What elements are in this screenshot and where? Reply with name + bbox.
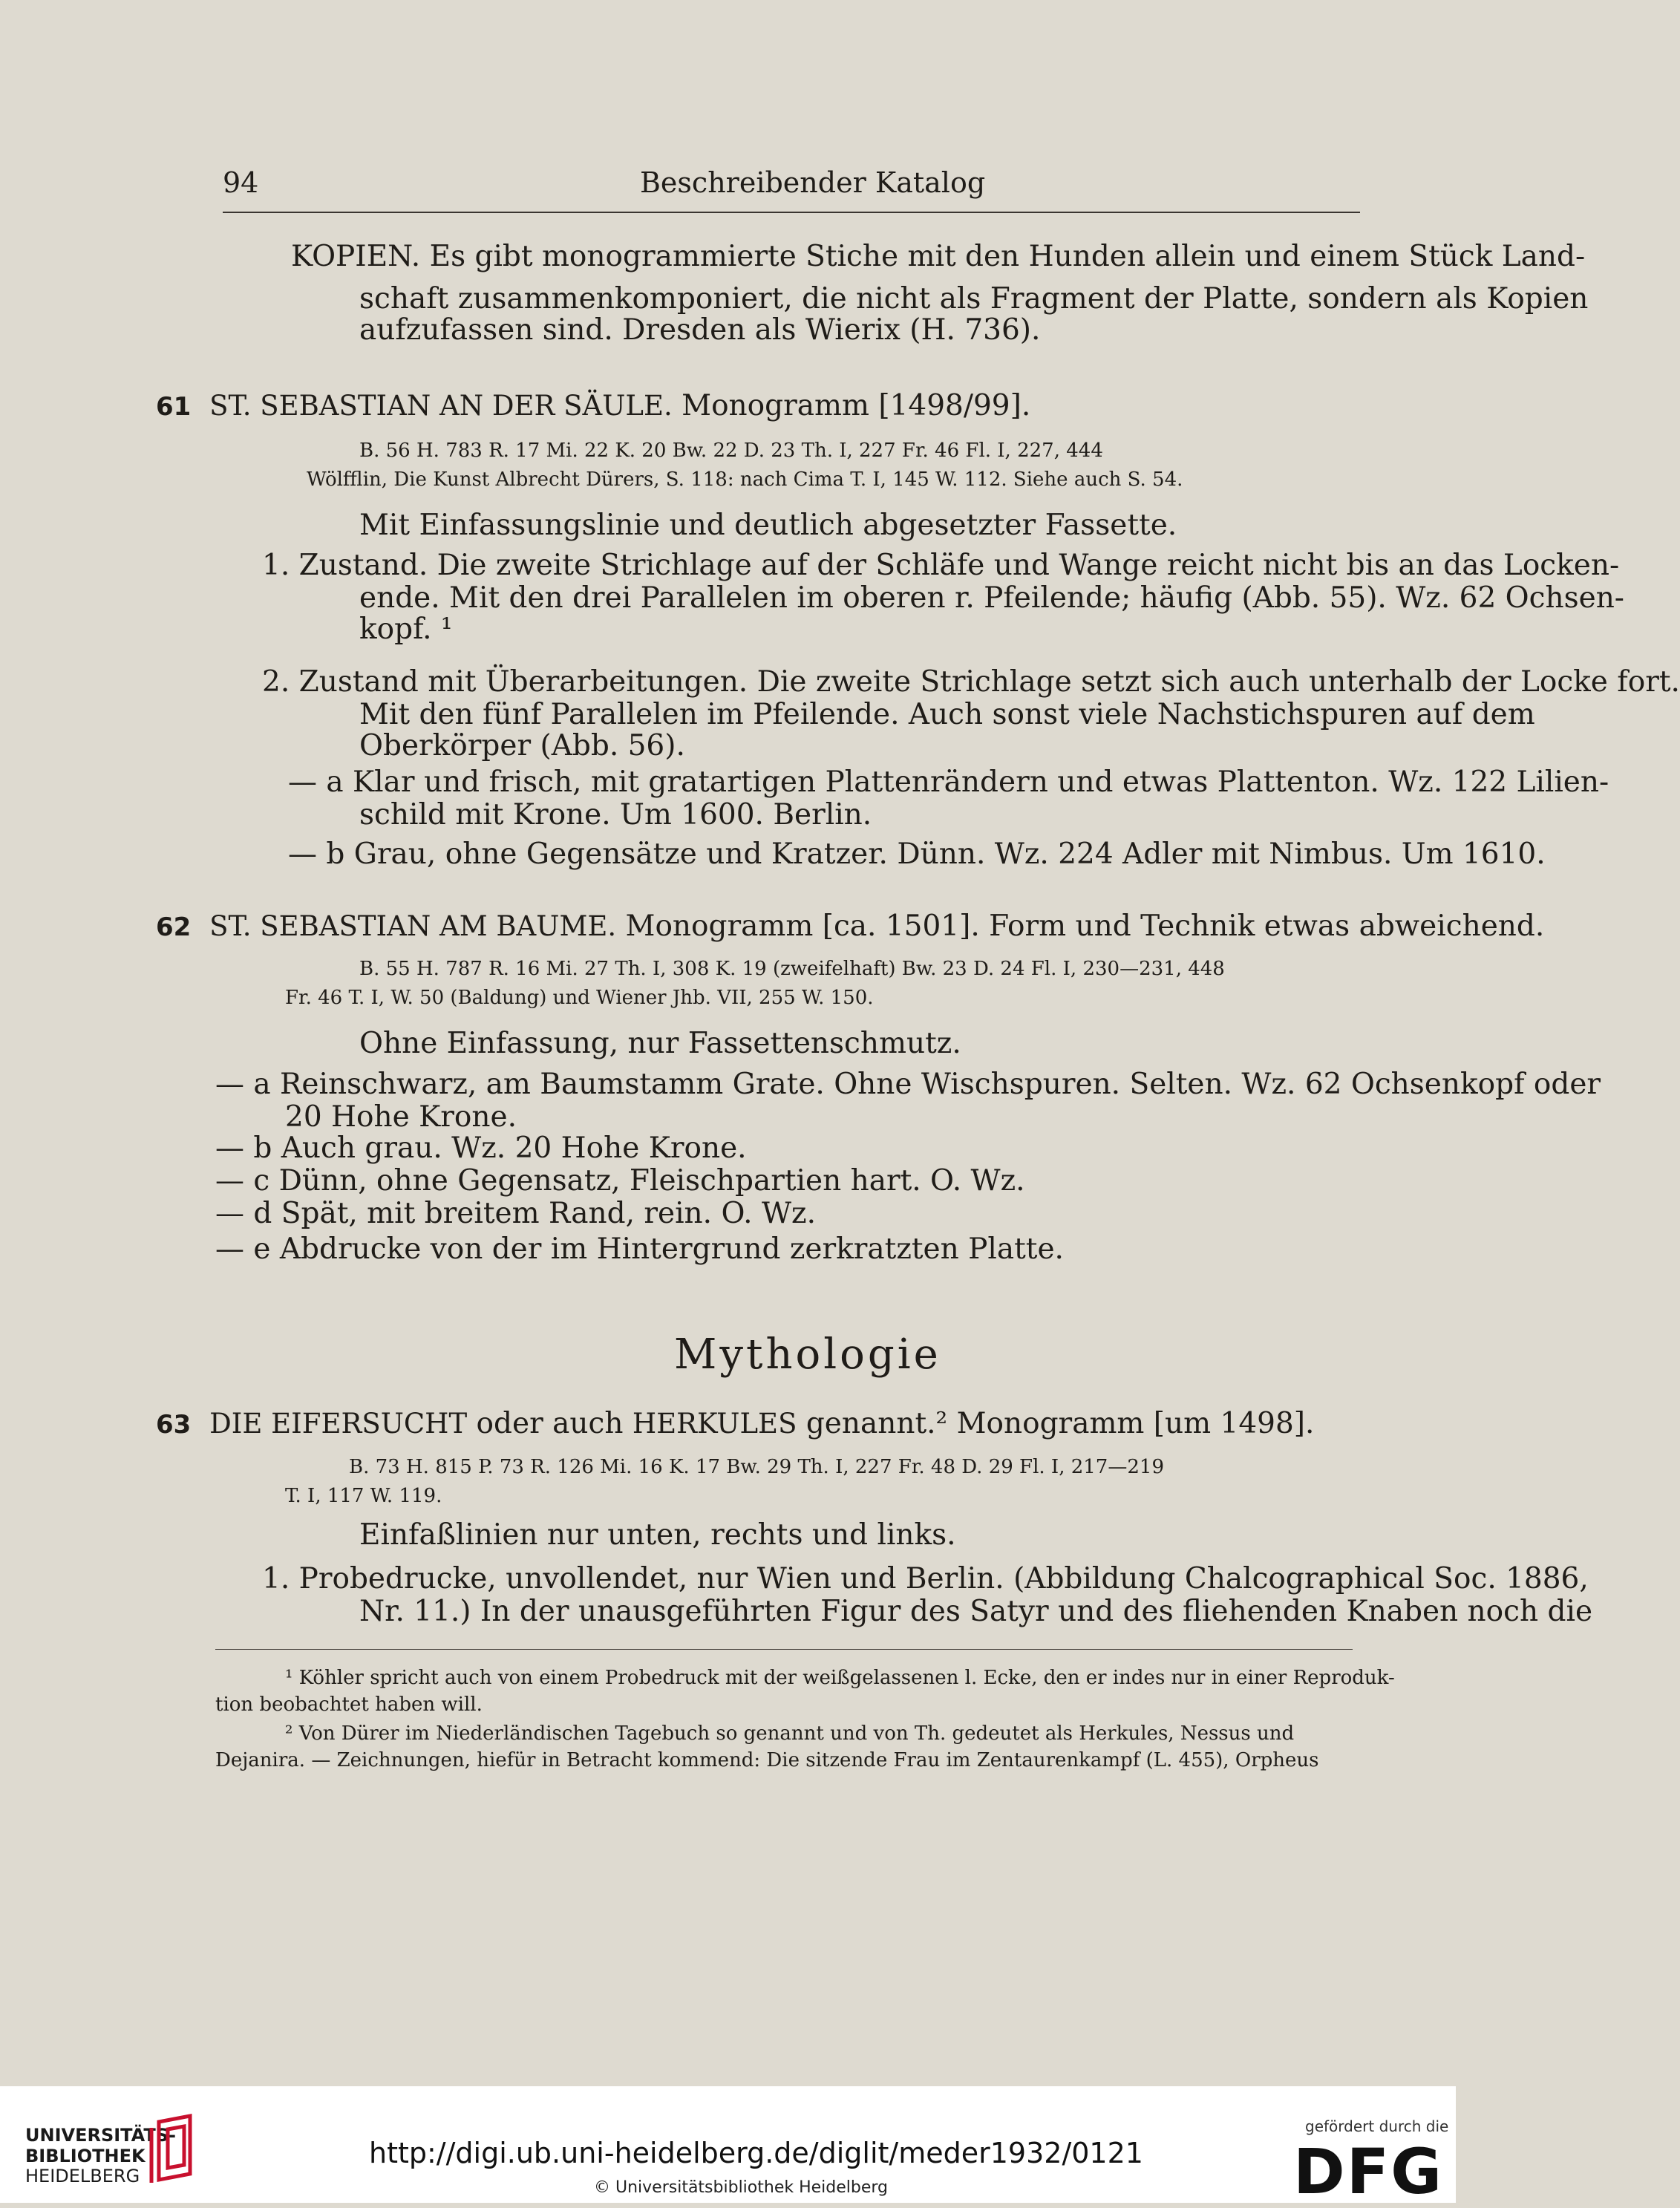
entry-62-description: Ohne Einfassung, nur Fassettenschmutz. [359,1027,961,1060]
section-heading-mythologie: Mythologie [674,1330,941,1379]
header-rule [223,212,1360,213]
entry-63-state-1-line-2: Nr. 11.) In der unausgeführten Figur des Satyr und des fliehenden Knaben noch die [359,1595,1593,1628]
entry-62-date: Monogramm [ca. 1501]. Form und Technik etwas abweichend. [616,909,1545,943]
footnote-1-line-1: ¹ Köhler spricht auch von einem Probedruck mit der weißgelassenen l. Ecke, den er indes nur in einer Reproduk- [285,1667,1395,1689]
entry-62-variant-b: — b Auch grau. Wz. 20 Hohe Krone. [215,1131,747,1165]
entry-63-state-1-line-1: 1. Probedrucke, unvollendet, nur Wien und Berlin. (Abbildung Chalcographical Soc. 1886, [262,1562,1589,1595]
entry-61-state-1-line-3: kopf. ¹ [359,613,453,646]
permalink-url[interactable]: http://digi.ub.uni-heidelberg.de/diglit/meder1932/0121 [369,2137,1143,2169]
entry-62-references-2: Fr. 46 T. I, W. 50 (Baldung) und Wiener Jhb. VII, 255 W. 150. [285,987,874,1009]
library-name-line-2: BIBLIOTHEK [25,2145,146,2166]
library-banner [0,2086,1456,2208]
kopien-line-3: aufzufassen sind. Dresden als Wierix (H. 736). [359,313,1041,347]
entry-61-heading [156,391,1030,420]
entry-63-heading [156,1409,1314,1438]
entry-63-description: Einfaßlinien nur unten, rechts und links. [359,1518,956,1552]
page-number: 94 [223,166,259,199]
entry-63-title: DIE EIFERSUCHT [209,1408,468,1440]
kopien-line-1: KOPIEN. Es gibt monogrammierte Stiche mit den Hunden allein und einem Stück Land- [291,240,1586,273]
funding-note: gefördert durch die [1305,2117,1449,2135]
entry-61-number: 61 [156,392,192,422]
entry-62-variant-e: — e Abdrucke von der im Hintergrund zerkratzten Platte. [215,1232,1064,1266]
entry-61-state-1-line-1: 1. Zustand. Die zweite Strichlage auf der Schläfe und Wange reicht nicht bis an das Locken- [262,549,1620,582]
entry-61-references-2: Wölfflin, Die Kunst Albrecht Dürers, S. 118: nach Cima T. I, 145 W. 112. Siehe auch S. 54. [307,468,1183,491]
entry-63-date: genannt.² Monogramm [um 1498]. [797,1407,1315,1440]
entry-62-number: 62 [156,912,192,942]
entry-61-date: Monogramm [1498/99]. [672,389,1031,422]
entry-61-state-2-line-2: Mit den fünf Parallelen im Pfeilende. Auch sonst viele Nachstichspuren auf dem [359,698,1535,731]
entry-63-references-1: B. 73 H. 815 P. 73 R. 126 Mi. 16 K. 17 Bw. 29 Th. I, 227 Fr. 48 D. 29 Fl. I, 217—219 [349,1456,1164,1478]
entry-63-references-2: T. I, 117 W. 119. [285,1485,442,1507]
entry-61-variant-b: — b Grau, ohne Gegensätze und Kratzer. Dünn. Wz. 224 Adler mit Nimbus. Um 1610. [288,837,1546,871]
library-name-line-1: UNIVERSITÄTS- [25,2125,177,2146]
entry-62-variant-a-line-1: — a Reinschwarz, am Baumstamm Grate. Ohne Wischspuren. Selten. Wz. 62 Ochsenkopf oder [215,1068,1601,1101]
copyright-notice: © Universitätsbibliothek Heidelberg [594,2178,889,2197]
entry-63-connector: oder auch [467,1407,633,1440]
entry-62-heading [156,909,1545,943]
running-title: Beschreibender Katalog [640,166,986,199]
entry-62-references-1: B. 55 H. 787 R. 16 Mi. 27 Th. I, 308 K. 19 (zweifelhaft) Bw. 23 D. 24 Fl. I, 230—231, 448 [359,958,1225,980]
entry-62-variant-d: — d Spät, mit breitem Rand, rein. O. Wz. [215,1197,816,1230]
entry-61-state-2-line-3: Oberkörper (Abb. 56). [359,729,685,762]
library-name-line-3: HEIDELBERG [25,2166,140,2187]
footnote-2-line-1: ² Von Dürer im Niederländischen Tagebuch so genannt und von Th. gedeutet als Herkules, Nessus und [285,1722,1295,1745]
entry-63-title-alt: HERKULES [632,1408,797,1440]
entry-63-number: 63 [156,1410,192,1440]
footnote-rule [215,1649,1353,1650]
entry-61-variant-a-line-2: schild mit Krone. Um 1600. Berlin. [359,798,872,832]
entry-61-state-1-line-2: ende. Mit den drei Parallelen im oberen r. Pfeilende; häufig (Abb. 55). Wz. 62 Ochsen- [359,581,1624,615]
footnote-1-line-2: tion beobachtet haben will. [215,1693,483,1716]
entry-61-description: Mit Einfassungslinie und deutlich abgesetzter Fassette. [359,509,1177,542]
dfg-logo: DFG [1293,2135,1444,2208]
kopien-line-2: schaft zusammenkomponiert, die nicht als Fragment der Platte, sondern als Kopien [359,282,1589,316]
library-logo-icon [146,2113,203,2184]
entry-61-variant-a-line-1: — a Klar und frisch, mit gratartigen Plattenrändern und etwas Plattenton. Wz. 122 Lilien- [288,765,1609,799]
entry-62-variant-c: — c Dünn, ohne Gegensatz, Fleischpartien hart. O. Wz. [215,1164,1025,1198]
entry-62-title: ST. SEBASTIAN AM BAUME. [209,910,617,942]
entry-61-title: ST. SEBASTIAN AN DER SÄULE. [209,390,673,422]
entry-61-references-1: B. 56 H. 783 R. 17 Mi. 22 K. 20 Bw. 22 D. 23 Th. I, 227 Fr. 46 Fl. I, 227, 444 [359,440,1103,462]
entry-62-variant-a-line-2: 20 Hohe Krone. [285,1100,517,1134]
footnote-2-line-2: Dejanira. — Zeichnungen, hiefür in Betracht kommend: Die sitzende Frau im Zentaurenkampf (L. 455), Orpheus [215,1749,1319,1771]
entry-61-state-2-line-1: 2. Zustand mit Überarbeitungen. Die zweite Strichlage setzt sich auch unterhalb der Locke fort. [262,665,1680,699]
